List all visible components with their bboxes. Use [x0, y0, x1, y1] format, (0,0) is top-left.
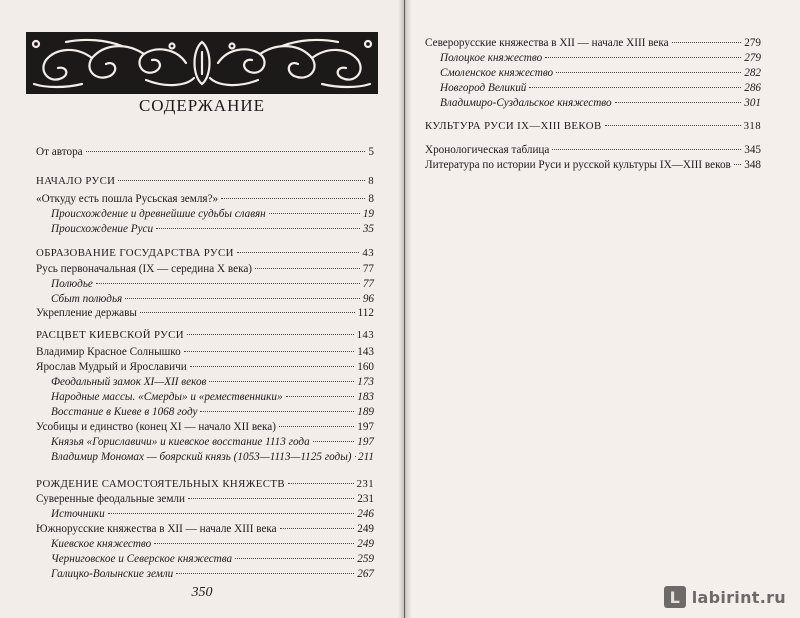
toc-entry-title: ОБРАЗОВАНИЕ ГОСУДАРСТВА РУСИ — [36, 247, 234, 259]
leader-dots — [140, 312, 355, 313]
toc-entry-title: Феодальный замок XI—XII веков — [51, 376, 207, 388]
toc-entry-page: 231 — [356, 478, 374, 490]
toc-entry-page: 345 — [744, 144, 761, 156]
toc-entry-page: 143 — [357, 346, 374, 358]
toc-entry[interactable] — [36, 492, 374, 506]
toc-entry-title: Владимир Красное Солнышко — [36, 346, 181, 358]
leader-dots — [96, 283, 360, 284]
toc-entry-title: Смоленское княжество — [440, 67, 554, 79]
toc-entry-title: Укрепление державы — [36, 307, 137, 319]
toc-entry-title: КУЛЬТУРА РУСИ IX—XIII ВЕКОВ — [425, 120, 602, 132]
toc-entry-page: 249 — [357, 523, 374, 535]
toc-entry-page: 197 — [357, 421, 374, 433]
toc-subentry[interactable] — [51, 552, 374, 566]
toc-entry-title: Владимир Мономах — боярский князь (1053—1113—1125 годы) — [51, 451, 352, 463]
leader-dots — [269, 213, 360, 214]
toc-entry-title: Происхождение и древнейшие судьбы славян — [51, 208, 266, 220]
leader-dots — [188, 498, 354, 499]
toc-subentry[interactable] — [51, 507, 374, 521]
toc-subentry[interactable] — [51, 390, 374, 404]
toc-subentry[interactable] — [51, 375, 374, 389]
ornament-header-icon — [26, 32, 378, 94]
toc-entry-title: Хронологическая таблица — [425, 144, 550, 156]
toc-entry-page: 183 — [357, 391, 374, 403]
toc-entry-title: Народные массы. «Смерды» и «ремественники» — [51, 391, 283, 403]
toc-subentry[interactable] — [51, 450, 374, 464]
leader-dots — [615, 102, 742, 103]
leader-dots — [108, 513, 354, 514]
toc-subentry[interactable] — [440, 66, 761, 80]
toc-section[interactable] — [36, 477, 374, 491]
toc-entry-page: 279 — [744, 52, 761, 64]
toc-entry[interactable] — [425, 158, 761, 172]
leader-dots — [209, 381, 354, 382]
toc-section[interactable] — [425, 119, 761, 133]
leader-dots — [279, 426, 354, 427]
leader-dots — [235, 558, 354, 559]
toc-entry-page: 96 — [362, 293, 374, 305]
toc-subentry[interactable] — [51, 292, 374, 306]
book-gutter — [398, 0, 412, 618]
leader-dots — [545, 57, 741, 58]
toc-entry-page: 211 — [358, 451, 374, 463]
toc-entry[interactable] — [36, 522, 374, 536]
toc-entry[interactable] — [36, 306, 374, 320]
toc-entry-title: Суверенные феодальные земли — [36, 493, 185, 505]
toc-subentry[interactable] — [51, 435, 374, 449]
toc-entry-title: Владимиро-Суздальское княжество — [440, 97, 612, 109]
leader-dots — [255, 268, 360, 269]
toc-entry[interactable] — [36, 420, 374, 434]
leader-dots — [605, 125, 741, 126]
leader-dots — [556, 72, 741, 73]
leader-dots — [280, 528, 355, 529]
leader-dots — [125, 298, 360, 299]
toc-entry-title: Происхождение Руси — [51, 223, 154, 235]
toc-entry[interactable] — [425, 36, 761, 50]
toc-entry-page: 246 — [357, 508, 374, 520]
toc-entry[interactable] — [36, 345, 374, 359]
toc-entry-page: 259 — [357, 553, 374, 565]
leader-dots — [156, 228, 360, 229]
toc-entry-page: 5 — [368, 146, 374, 158]
watermark — [664, 586, 786, 608]
toc-entry-page: 279 — [744, 37, 761, 49]
toc-subentry[interactable] — [51, 567, 374, 581]
toc-entry-title: От автора — [36, 146, 83, 158]
toc-entry-title: Восстание в Киеве в 1068 году — [51, 406, 198, 418]
leader-dots — [288, 483, 354, 484]
toc-entry[interactable] — [36, 360, 374, 374]
toc-subentry[interactable] — [51, 537, 374, 551]
toc-entry-page: 43 — [362, 247, 374, 259]
toc-subentry[interactable] — [51, 222, 374, 236]
labirint-logo-icon: L — [664, 586, 686, 608]
leader-dots — [355, 456, 356, 457]
toc-subentry[interactable] — [440, 96, 761, 110]
toc-entry-title: Новгород Великий — [440, 82, 527, 94]
right-page — [405, 0, 800, 618]
toc-entry-title: РАСЦВЕТ КИЕВСКОЙ РУСИ — [36, 329, 184, 341]
toc-entry-page: 189 — [357, 406, 374, 418]
leader-dots — [313, 441, 355, 442]
leader-dots — [200, 411, 354, 412]
toc-entry-page: 301 — [744, 97, 761, 109]
leader-dots — [86, 151, 366, 152]
toc-entry-page: 267 — [357, 568, 374, 580]
leader-dots — [286, 396, 355, 397]
toc-entry-page: 8 — [368, 193, 374, 205]
leader-dots — [118, 180, 365, 181]
toc-entry-title: Князья «Гориславичи» и киевское восстание 1113 года — [51, 436, 310, 448]
toc-entry-page: 143 — [356, 329, 374, 341]
toc-entry-page: 35 — [362, 223, 374, 235]
toc-entry-page: 197 — [357, 436, 374, 448]
leader-dots — [237, 252, 360, 253]
toc-subentry[interactable] — [51, 207, 374, 221]
toc-entry-page: 19 — [362, 208, 374, 220]
leader-dots — [176, 573, 354, 574]
leader-dots — [552, 149, 741, 150]
toc-entry-page: 8 — [368, 175, 374, 187]
toc-entry-page: 231 — [357, 493, 374, 505]
toc-entry-page: 112 — [357, 307, 374, 319]
toc-entry-title: Галицко-Волынские земли — [51, 568, 174, 580]
toc-entry[interactable] — [36, 262, 374, 276]
toc-section[interactable] — [36, 328, 374, 342]
toc-entry-title: НАЧАЛО РУСИ — [36, 175, 116, 187]
toc-section[interactable] — [36, 174, 374, 188]
toc-entry-page: 286 — [744, 82, 761, 94]
leader-dots — [154, 543, 354, 544]
leader-dots — [190, 366, 354, 367]
page-number: 350 — [191, 585, 213, 600]
toc-subentry[interactable] — [440, 51, 761, 65]
leader-dots — [529, 87, 741, 88]
toc-entry-page: 173 — [357, 376, 374, 388]
leader-dots — [672, 42, 742, 43]
watermark-text: labirint.ru — [691, 587, 786, 607]
toc-entry-title: Полюдье — [51, 278, 93, 290]
toc-entry-title: Южнорусские княжества в XII — начале XIII века — [36, 523, 277, 535]
toc-subentry[interactable] — [440, 81, 761, 95]
toc-subentry[interactable] — [51, 277, 374, 291]
toc-entry-page: 77 — [362, 278, 374, 290]
toc-entry-page: 348 — [744, 159, 761, 171]
leader-dots — [184, 351, 355, 352]
leader-dots — [187, 334, 354, 335]
leader-dots — [734, 164, 741, 165]
toc-entry[interactable] — [36, 192, 374, 206]
toc-entry-title: Русь первоначальная (IX — середина X века) — [36, 263, 253, 275]
toc-entry-title: Источники — [51, 508, 105, 520]
toc-entry[interactable] — [36, 145, 374, 159]
toc-entry-title: «Откуду есть пошла Русьская земля?» — [36, 193, 219, 205]
toc-entry-page: 249 — [357, 538, 374, 550]
page-title: СОДЕРЖАНИЕ — [138, 96, 266, 115]
toc-entry-page: 318 — [743, 120, 761, 132]
toc-subentry[interactable] — [51, 405, 374, 419]
toc-entry-page: 160 — [357, 361, 374, 373]
toc-entry-title: Северорусские княжества в XII — начале XIII века — [425, 37, 669, 49]
toc-entry-title: Литература по истории Руси и русской культуры IX—XIII веков — [425, 159, 731, 171]
toc-entry[interactable] — [425, 143, 761, 157]
toc-entry-page: 77 — [362, 263, 374, 275]
toc-entry-title: Усобицы и единство (конец XI — начало XII века) — [36, 421, 276, 433]
toc-entry-title: Сбыт полюдья — [51, 293, 123, 305]
toc-section[interactable] — [36, 246, 374, 260]
toc-entry-title: Ярослав Мудрый и Ярославичи — [36, 361, 187, 373]
toc-entry-title: РОЖДЕНИЕ САМОСТОЯТЕЛЬНЫХ КНЯЖЕСТВ — [36, 478, 286, 490]
toc-entry-title: Полоцкое княжество — [440, 52, 543, 64]
toc-entry-title: Киевское княжество — [51, 538, 152, 550]
leader-dots — [221, 198, 365, 199]
toc-entry-page: 282 — [744, 67, 761, 79]
toc-entry-title: Черниговское и Северское княжества — [51, 553, 233, 565]
